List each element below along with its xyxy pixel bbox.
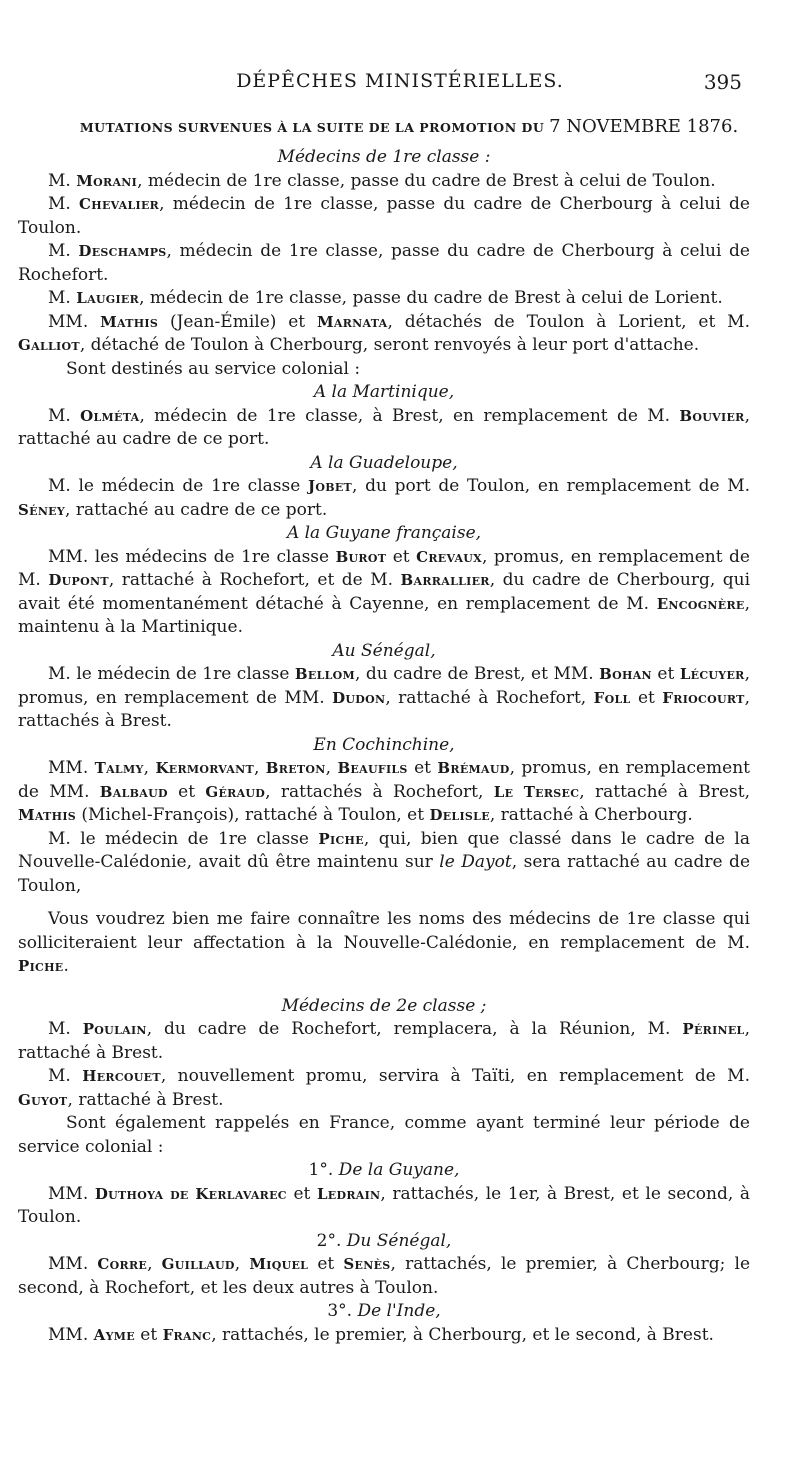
text-coch-7: , rattaché à Cherbourg.	[489, 805, 693, 825]
name-talmy: Talmy	[94, 759, 144, 777]
paragraph-duthoya	[18, 1183, 750, 1230]
text-guyane-2-heading: De la Guyane,	[333, 1160, 460, 1180]
text-hercouet-2: , nouvellement promu, servira à Taïti, en remplacement de M.	[160, 1066, 750, 1086]
text-senegal-5: , rattaché à Rochefort,	[385, 687, 594, 708]
text-jobet-3: , rattaché au cadre de ce port.	[65, 499, 328, 520]
heading-martinique: A la Martinique,	[313, 382, 455, 402]
name-corre: Corre	[97, 1255, 148, 1273]
text-mathis-1: (Jean-Émile) et	[158, 311, 317, 332]
text-guyane-2: et	[386, 546, 417, 567]
text-senegal-6: et	[630, 687, 663, 708]
name-bremaud: Brémaud	[437, 759, 510, 777]
text-olmeta-1: , médecin de 1re classe, à Brest, en remplacement de M.	[139, 405, 680, 426]
text-olmeta-2: , rattaché au cadre de ce port.	[18, 405, 750, 449]
paragraph-hercouet	[18, 1065, 750, 1112]
text-corre-2: , rattachés, le premier, à Cherbourg; le second, à Rochefort, et les deux autres à Toulon.	[18, 1254, 751, 1298]
name-lecuyer: Lécuyer	[679, 665, 745, 683]
paragraph-jobet	[18, 475, 750, 522]
paragraph-guyane	[18, 546, 750, 640]
text-coch-2: , promus, en remplacement de MM.	[18, 758, 750, 802]
paragraph-olmeta: M. Olméta, médecin de 1re classe, à Brest, en remplacement de M. Bouvier, rattaché au cadre de ce port.	[18, 405, 750, 449]
text-morani: , médecin de 1re classe, passe du cadre de Brest à celui de Toulon.	[137, 170, 716, 191]
section-heading-medecins-2: Médecins de 2e classe ;	[281, 995, 487, 1016]
sep-coch-2: ,	[253, 758, 266, 778]
text-request-2: .	[63, 956, 69, 976]
text-senegal-2: , du cadre de Brest, et MM.	[355, 664, 600, 684]
text-piche-2: , qui, bien que classé dans le cadre de la Nouvelle-Calédonie, avait dû être maintenu sur	[18, 828, 751, 872]
text-senegal-7: , rattachés à Brest.	[18, 687, 750, 731]
colonial-intro: Sont destinés au service colonial :	[66, 358, 361, 379]
heading-guyane-2	[18, 1159, 750, 1183]
name-ayme: Ayme	[93, 1325, 135, 1344]
text-laugier: , médecin de 1re classe, passe du cadre de Brest à celui de Lorient.	[139, 288, 723, 308]
text-senegal-2-heading: Du Sénégal,	[341, 1230, 452, 1251]
text-request-1: Vous voudrez bien me faire connaître les noms des médecins de 1re classe qui solliciteraient leur affectation à la Nouvelle-Calédonie, en remplacement de M.	[18, 909, 750, 953]
text-jobet-1: M. le médecin de 1re classe	[48, 476, 308, 496]
name-senes: Senès	[343, 1255, 391, 1273]
text-piche-3: , sera rattaché au cadre de Toulon,	[18, 852, 750, 896]
name-kermorvant: Kermorvant	[155, 759, 254, 777]
paragraph-poulain	[18, 1018, 750, 1065]
text-coch-6: (Michel-François), rattaché à Toulon, et	[76, 805, 430, 825]
text-piche-1: M. le médecin de 1re classe	[48, 828, 319, 849]
text-ayme-1: MM.	[48, 1324, 94, 1345]
name-poulain: Poulain	[82, 1020, 147, 1038]
name-geraud: Géraud	[205, 782, 266, 801]
section-heading-medecins-1: Médecins de 1re classe :	[277, 147, 491, 167]
text-guyane-3: , promus, en remplacement de M.	[18, 546, 750, 590]
name-foll: Foll	[593, 688, 631, 707]
paragraph-laugier: M. Laugier, médecin de 1re classe, passe du cadre de Brest à celui de Lorient.	[48, 288, 723, 308]
text-mathis-3: , détaché de Toulon à Cherbourg, seront renvoyés à leur port d'attache.	[79, 335, 700, 355]
text-duthoya-3: , rattachés, le 1er, à Brest, et le second, à Toulon.	[18, 1183, 751, 1227]
name-friocourt: Friocourt	[662, 688, 745, 707]
text-duthoya-1: MM.	[48, 1183, 95, 1204]
sep-coch-3: ,	[325, 758, 338, 778]
text-ayme-3: , rattachés, le premier, à Cherbourg, et le second, à Brest.	[211, 1324, 714, 1345]
name-olmeta: Olméta	[80, 406, 140, 425]
ship-name-dayot: le Dayot	[439, 852, 512, 872]
heading-senegal: Au Sénégal,	[332, 640, 436, 661]
running-head	[0, 70, 800, 98]
text-hercouet-1: M.	[48, 1066, 83, 1086]
sep-corre-2: ,	[234, 1254, 250, 1274]
text-poulain-2: , du cadre de Rochefort, remplacera, à la Réunion, M.	[146, 1019, 683, 1039]
paragraph-cochinchine	[18, 757, 750, 828]
paragraph-senegal	[18, 663, 750, 734]
name-encognere: Encognère	[656, 594, 745, 613]
text-senegal-3: et	[651, 664, 680, 684]
name-ledrain: Ledrain	[316, 1184, 381, 1203]
document-body	[18, 146, 750, 1347]
name-breton: Breton	[265, 759, 326, 777]
subject-line	[64, 116, 754, 137]
sep-coch-4: et	[407, 758, 438, 778]
name-morani: Morani	[76, 171, 138, 190]
num-guyane-2: 1°.	[308, 1160, 334, 1180]
name-galliot: Galliot	[18, 336, 80, 354]
heading-guadeloupe: A la Guadeloupe,	[310, 452, 458, 473]
text-inde-heading: De l'Inde,	[352, 1301, 441, 1321]
running-title: DÉPÊCHES MINISTÉRIELLES.	[236, 70, 564, 92]
name-bohan: Bohan	[599, 665, 652, 683]
paragraph-deschamps: M. Deschamps, médecin de 1re classe, passe du cadre de Cherbourg à celui de Rochefort.	[18, 241, 750, 285]
paragraph-morani: M. Morani, médecin de 1re classe, passe du cadre de Brest à celui de Toulon.	[48, 170, 716, 191]
name-perinel: Périnel	[682, 1020, 745, 1038]
sep-corre-3: et	[308, 1254, 344, 1274]
text-chevalier: , médecin de 1re classe, passe du cadre de Cherbourg à celui de Toulon.	[18, 194, 750, 238]
spacer	[18, 898, 750, 908]
name-jobet: Jobet	[307, 477, 353, 495]
name-duthoya: Duthoya de Kerlavarec	[94, 1184, 287, 1203]
name-franc: Franc	[162, 1325, 212, 1344]
heading-inde	[18, 1300, 750, 1324]
num-inde: 3°.	[327, 1301, 353, 1321]
paragraph-chevalier: M. Chevalier, médecin de 1re classe, passe du cadre de Cherbourg à celui de Toulon.	[18, 194, 750, 238]
name-crevaux: Crevaux	[416, 547, 483, 566]
text-senegal-1: M. le médecin de 1re classe	[48, 664, 295, 684]
text-coch-4: , rattachés à Rochefort,	[265, 781, 494, 802]
paragraph-piche	[18, 828, 750, 899]
name-hercouet: Hercouet	[82, 1067, 161, 1085]
text-senegal-4: , promus, en remplacement de MM.	[18, 664, 750, 708]
heading-guyane: A la Guyane française,	[286, 523, 482, 543]
name-letersec: Le Tersec	[493, 782, 580, 801]
sep-corre-1: ,	[147, 1254, 162, 1274]
name-miquel: Miquel	[249, 1255, 309, 1273]
paragraph-ayme	[18, 1324, 750, 1348]
name-seney: Séney	[18, 500, 66, 519]
name-delisle: Delisle	[429, 806, 490, 824]
text-mathis-2: , détachés de Toulon à Lorient, et M.	[387, 311, 750, 332]
subject-text: MUTATIONS SURVENUES À LA SUITE DE LA PROMOTION DU	[79, 120, 545, 135]
name-balbaud: Balbaud	[99, 782, 168, 801]
text-poulain-1: M.	[48, 1019, 83, 1039]
name-dudon: Dudon	[332, 688, 386, 707]
text-poulain-3: , rattaché à Brest.	[18, 1019, 750, 1063]
num-senegal-2: 2°.	[316, 1230, 342, 1251]
name-piche-2: Piche	[18, 957, 64, 975]
name-dupont: Dupont	[48, 571, 109, 589]
page-number: 395	[703, 70, 742, 94]
name-guyot: Guyot	[18, 1090, 68, 1109]
heading-senegal-2	[18, 1230, 750, 1254]
paragraph-mathis: MM. Mathis (Jean-Émile) et Marnata, détachés de Toulon à Lorient, et M. Galliot, détaché de Toulon à Cherbourg, seront renvoyés à leur port d'attache.	[18, 311, 750, 355]
name-mathis-2: Mathis	[18, 806, 77, 824]
text-guyane-5: , du cadre de Cherbourg, qui avait été momentanément détaché à Cayenne, en remplacement de M.	[18, 570, 751, 614]
text-deschamps: , médecin de 1re classe, passe du cadre de Cherbourg à celui de Rochefort.	[18, 241, 750, 285]
sep-coch-1: ,	[143, 758, 156, 778]
name-piche: Piche	[318, 829, 364, 848]
text-coch-1: MM.	[48, 758, 95, 778]
text-hercouet-3: , rattaché à Brest.	[67, 1089, 224, 1110]
name-mathis: Mathis	[100, 312, 159, 331]
name-guillaud: Guillaud	[161, 1255, 235, 1273]
subject-date: 7 NOVEMBRE 1876.	[549, 116, 739, 137]
name-deschamps: Deschamps	[78, 242, 167, 260]
name-beaufils: Beaufils	[337, 759, 408, 777]
name-laugier: Laugier	[76, 289, 140, 307]
paragraph-corre	[18, 1253, 750, 1300]
name-bouvier: Bouvier	[679, 406, 745, 425]
text-coch-3: et	[167, 781, 206, 802]
name-burot: Burot	[335, 547, 387, 566]
name-bellom: Bellom	[294, 665, 355, 683]
text-ayme-2: et	[134, 1324, 163, 1345]
text-guyane-1: MM. les médecins de 1re classe	[48, 546, 336, 567]
spacer	[18, 979, 750, 995]
text-coch-5: , rattaché à Brest,	[579, 781, 750, 802]
heading-cochinchine: En Cochinchine,	[313, 734, 455, 755]
text-guyane-6: , maintenu à la Martinique.	[18, 593, 750, 637]
paragraph-rappeles: Sont également rappelés en France, comme ayant terminé leur période de service colonial :	[18, 1113, 750, 1157]
name-marnata: Marnata	[317, 312, 388, 331]
name-barrallier: Barrallier	[400, 571, 490, 589]
text-duthoya-2: et	[286, 1183, 317, 1204]
name-chevalier: Chevalier	[79, 195, 160, 213]
text-corre-1: MM.	[48, 1254, 98, 1274]
text-guyane-4: , rattaché à Rochefort, et de M.	[108, 570, 401, 590]
text-jobet-2: , du port de Toulon, en remplacement de M.	[352, 476, 750, 496]
paragraph-request	[18, 908, 750, 979]
